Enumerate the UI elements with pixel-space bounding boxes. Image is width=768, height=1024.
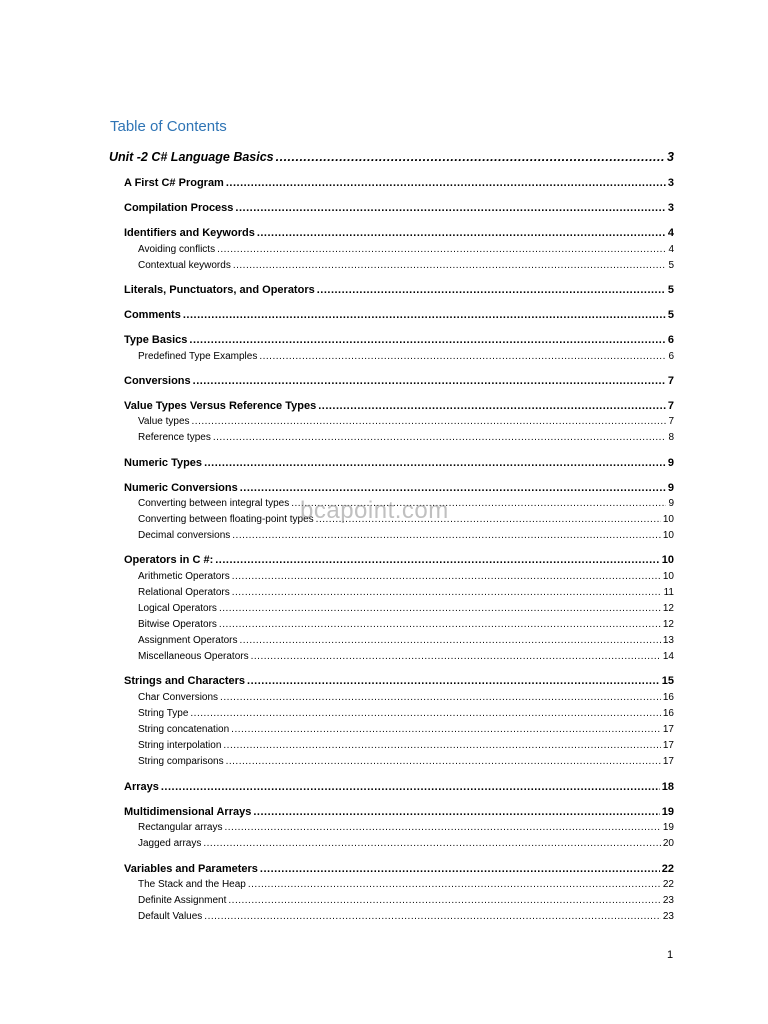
dot-leader — [203, 838, 661, 849]
dot-leader — [219, 603, 661, 614]
toc-entry-stack-and-heap[interactable] — [138, 879, 674, 890]
toc-entry-identifiers[interactable] — [124, 227, 674, 239]
toc-entry-contextual-keywords[interactable] — [138, 260, 674, 271]
dot-leader — [259, 351, 666, 362]
toc-entry-title: Predefined Type Examples — [138, 351, 258, 362]
toc-entry-page: 19 — [662, 822, 674, 833]
dot-leader — [217, 244, 666, 255]
toc-entry-title: String interpolation — [138, 740, 222, 751]
toc-entry-title: Logical Operators — [138, 603, 217, 614]
toc-entry-title: Identifiers and Keywords — [124, 227, 255, 239]
toc-entry-first-program[interactable] — [124, 177, 674, 189]
toc-entry-title: Jagged arrays — [138, 838, 202, 849]
toc-entry-page: 22 — [661, 863, 674, 875]
dot-leader — [253, 806, 659, 818]
toc-entry-page: 20 — [662, 838, 674, 849]
toc-entry-type-basics[interactable] — [124, 334, 674, 346]
toc-entry-string-interpolation[interactable] — [138, 740, 674, 751]
toc-entry-title: Char Conversions — [138, 692, 219, 703]
dot-leader — [232, 571, 661, 582]
toc-entry-assignment-operators[interactable] — [138, 635, 674, 646]
toc-entry-conversions[interactable] — [124, 375, 674, 387]
toc-entry-title: Value Types Versus Reference Types — [124, 400, 317, 412]
toc-entry-variables-and-parameters[interactable] — [124, 863, 674, 875]
toc-entry-page: 7 — [667, 375, 674, 387]
toc-entry-page: 16 — [662, 708, 674, 719]
dot-leader — [204, 911, 661, 922]
dot-leader — [318, 400, 666, 412]
toc-entry-title: Bitwise Operators — [138, 619, 217, 630]
toc-entry-logical-operators[interactable] — [138, 603, 674, 614]
toc-entry-page: 19 — [661, 806, 674, 818]
toc-entry-title: Strings and Characters — [124, 675, 246, 687]
toc-entry-page: 9 — [667, 482, 674, 494]
toc-entry-title: Unit -2 C# Language Basics — [109, 150, 274, 164]
toc-entry-char-conversions[interactable] — [138, 692, 674, 703]
dot-leader — [224, 822, 660, 833]
toc-entry-definite-assignment[interactable] — [138, 895, 674, 906]
dot-leader — [204, 457, 666, 469]
toc-entry-title: String Type — [138, 708, 189, 719]
dot-leader — [215, 554, 660, 566]
toc-entry-page: 11 — [663, 587, 674, 598]
toc-entry-page: 18 — [661, 781, 674, 793]
toc-entry-page: 9 — [668, 498, 674, 509]
toc-entry-title: Avoiding conflicts — [138, 244, 216, 255]
dot-leader — [247, 675, 660, 687]
dot-leader — [231, 724, 661, 735]
watermark: bcapoint.com — [300, 497, 449, 524]
toc-entry-page: 10 — [662, 514, 674, 525]
toc-entry-relational-operators[interactable] — [138, 587, 674, 598]
toc-entry-jagged-arrays[interactable] — [138, 838, 674, 849]
toc-entry-title: Conversions — [124, 375, 191, 387]
toc-entry-page: 15 — [661, 675, 674, 687]
toc-entry-page: 22 — [662, 879, 674, 890]
toc-entry-page: 14 — [662, 651, 674, 662]
toc-entry-page: 9 — [667, 457, 674, 469]
dot-leader — [260, 863, 660, 875]
toc-entry-page: 7 — [668, 416, 674, 427]
toc-entry-page: 12 — [662, 619, 674, 630]
toc-entry-title: Comments — [124, 309, 181, 321]
dot-leader — [226, 177, 666, 189]
dot-leader — [189, 334, 665, 346]
toc-entry-page: 6 — [668, 351, 674, 362]
toc-entry-page: 23 — [662, 911, 674, 922]
toc-entry-title: String concatenation — [138, 724, 230, 735]
toc-entry-title: Type Basics — [124, 334, 188, 346]
toc-entry-page: 5 — [667, 309, 674, 321]
toc-entry-bitwise-operators[interactable] — [138, 619, 674, 630]
toc-entry-title: String comparisons — [138, 756, 224, 767]
toc-entry-multidimensional-arrays[interactable] — [124, 806, 674, 818]
dot-leader — [276, 150, 665, 164]
toc-entry-arrays[interactable] — [124, 781, 674, 793]
toc-entry-title: The Stack and the Heap — [138, 879, 246, 890]
toc-entry-title: Compilation Process — [124, 202, 234, 214]
toc-entry-page: 13 — [662, 635, 674, 646]
toc-entry-misc-operators[interactable] — [138, 651, 674, 662]
dot-leader — [240, 635, 661, 646]
toc-entry-page: 3 — [667, 202, 674, 214]
toc-entry-title: Operators in C #: — [124, 554, 214, 566]
dot-leader — [251, 651, 661, 662]
toc-entry-string-concatenation[interactable] — [138, 724, 674, 735]
toc-entry-strings-and-characters[interactable] — [124, 675, 674, 687]
dot-leader — [220, 692, 661, 703]
toc-entry-title: Multidimensional Arrays — [124, 806, 252, 818]
toc-entry-default-values[interactable] — [138, 911, 674, 922]
toc-entry-page: 12 — [662, 603, 674, 614]
toc-entry-page: 3 — [667, 177, 674, 189]
toc-entry-page: 16 — [662, 692, 674, 703]
toc-entry-comments[interactable] — [124, 309, 674, 321]
dot-leader — [233, 260, 667, 271]
toc-entry-string-type[interactable] — [138, 708, 674, 719]
toc-entry-page: 17 — [662, 724, 674, 735]
toc-entry-operators[interactable] — [124, 554, 674, 566]
toc-entry-page: 8 — [668, 432, 674, 443]
dot-leader — [228, 895, 660, 906]
toc-entry-title: Arrays — [124, 781, 159, 793]
toc-entry-page: 4 — [668, 244, 674, 255]
dot-leader — [223, 740, 660, 751]
toc-entry-rectangular-arrays[interactable] — [138, 822, 674, 833]
toc-entry-title: Contextual keywords — [138, 260, 231, 271]
dot-leader — [193, 375, 666, 387]
toc-entry-compilation[interactable] — [124, 202, 674, 214]
toc-entry-arithmetic-operators[interactable] — [138, 571, 674, 582]
dot-leader — [192, 416, 667, 427]
toc-entry-title: Literals, Punctuators, and Operators — [124, 284, 315, 296]
toc-entry-page: 5 — [667, 284, 674, 296]
toc-entry-title: Numeric Types — [124, 457, 203, 469]
toc-entry-page: 7 — [667, 400, 674, 412]
dot-leader — [226, 756, 661, 767]
toc-entry-title: Variables and Parameters — [124, 863, 258, 875]
toc-entry-title: Definite Assignment — [138, 895, 227, 906]
toc-entry-title: Relational Operators — [138, 587, 230, 598]
toc-entry-page: 10 — [661, 554, 674, 566]
toc-entry-reference-types[interactable] — [138, 432, 674, 443]
toc-entry-title: Converting between integral types — [138, 498, 290, 509]
dot-leader — [219, 619, 661, 630]
toc-entry-numeric-conversions[interactable] — [124, 482, 674, 494]
toc-entry-unit-2[interactable] — [109, 150, 674, 164]
toc-heading: Table of Contents — [110, 118, 227, 135]
dot-leader — [232, 587, 662, 598]
toc-entry-title: Value types — [138, 416, 190, 427]
dot-leader — [232, 530, 661, 541]
dot-leader — [257, 227, 666, 239]
dot-leader — [183, 309, 666, 321]
toc-entry-title: Arithmetic Operators — [138, 571, 230, 582]
toc-entry-numeric-types[interactable] — [124, 457, 674, 469]
toc-entry-page: 17 — [662, 740, 674, 751]
toc-entry-value-types[interactable] — [138, 416, 674, 427]
toc-entry-page: 17 — [662, 756, 674, 767]
toc-entry-literals[interactable] — [124, 284, 674, 296]
dot-leader — [190, 708, 660, 719]
toc-entry-page: 10 — [662, 530, 674, 541]
toc-entry-title: Rectangular arrays — [138, 822, 223, 833]
toc-entry-title: Miscellaneous Operators — [138, 651, 249, 662]
toc-entry-value-vs-reference[interactable] — [124, 400, 674, 412]
toc-entry-title: Converting between floating-point types — [138, 514, 314, 525]
dot-leader — [248, 879, 661, 890]
toc-entry-page: 3 — [667, 150, 674, 164]
toc-entry-title: Reference types — [138, 432, 211, 443]
toc-entry-page: 6 — [667, 334, 674, 346]
toc-entry-page: 4 — [667, 227, 674, 239]
toc-entry-avoiding-conflicts[interactable] — [138, 244, 674, 255]
toc-entry-title: Decimal conversions — [138, 530, 231, 541]
dot-leader — [235, 202, 665, 214]
dot-leader — [161, 781, 660, 793]
toc-entry-page: 23 — [662, 895, 674, 906]
toc-entry-title: Numeric Conversions — [124, 482, 238, 494]
toc-entry-decimal-conversions[interactable] — [138, 530, 674, 541]
toc-entry-predefined-type-examples[interactable] — [138, 351, 674, 362]
page-number: 1 — [667, 949, 674, 961]
toc-entry-title: A First C# Program — [124, 177, 224, 189]
toc-entry-page: 5 — [668, 260, 674, 271]
toc-entry-string-comparisons[interactable] — [138, 756, 674, 767]
dot-leader — [317, 284, 666, 296]
toc-entry-title: Assignment Operators — [138, 635, 238, 646]
dot-leader — [240, 482, 666, 494]
toc-entry-page: 10 — [662, 571, 674, 582]
toc-entry-title: Default Values — [138, 911, 203, 922]
dot-leader — [213, 432, 667, 443]
